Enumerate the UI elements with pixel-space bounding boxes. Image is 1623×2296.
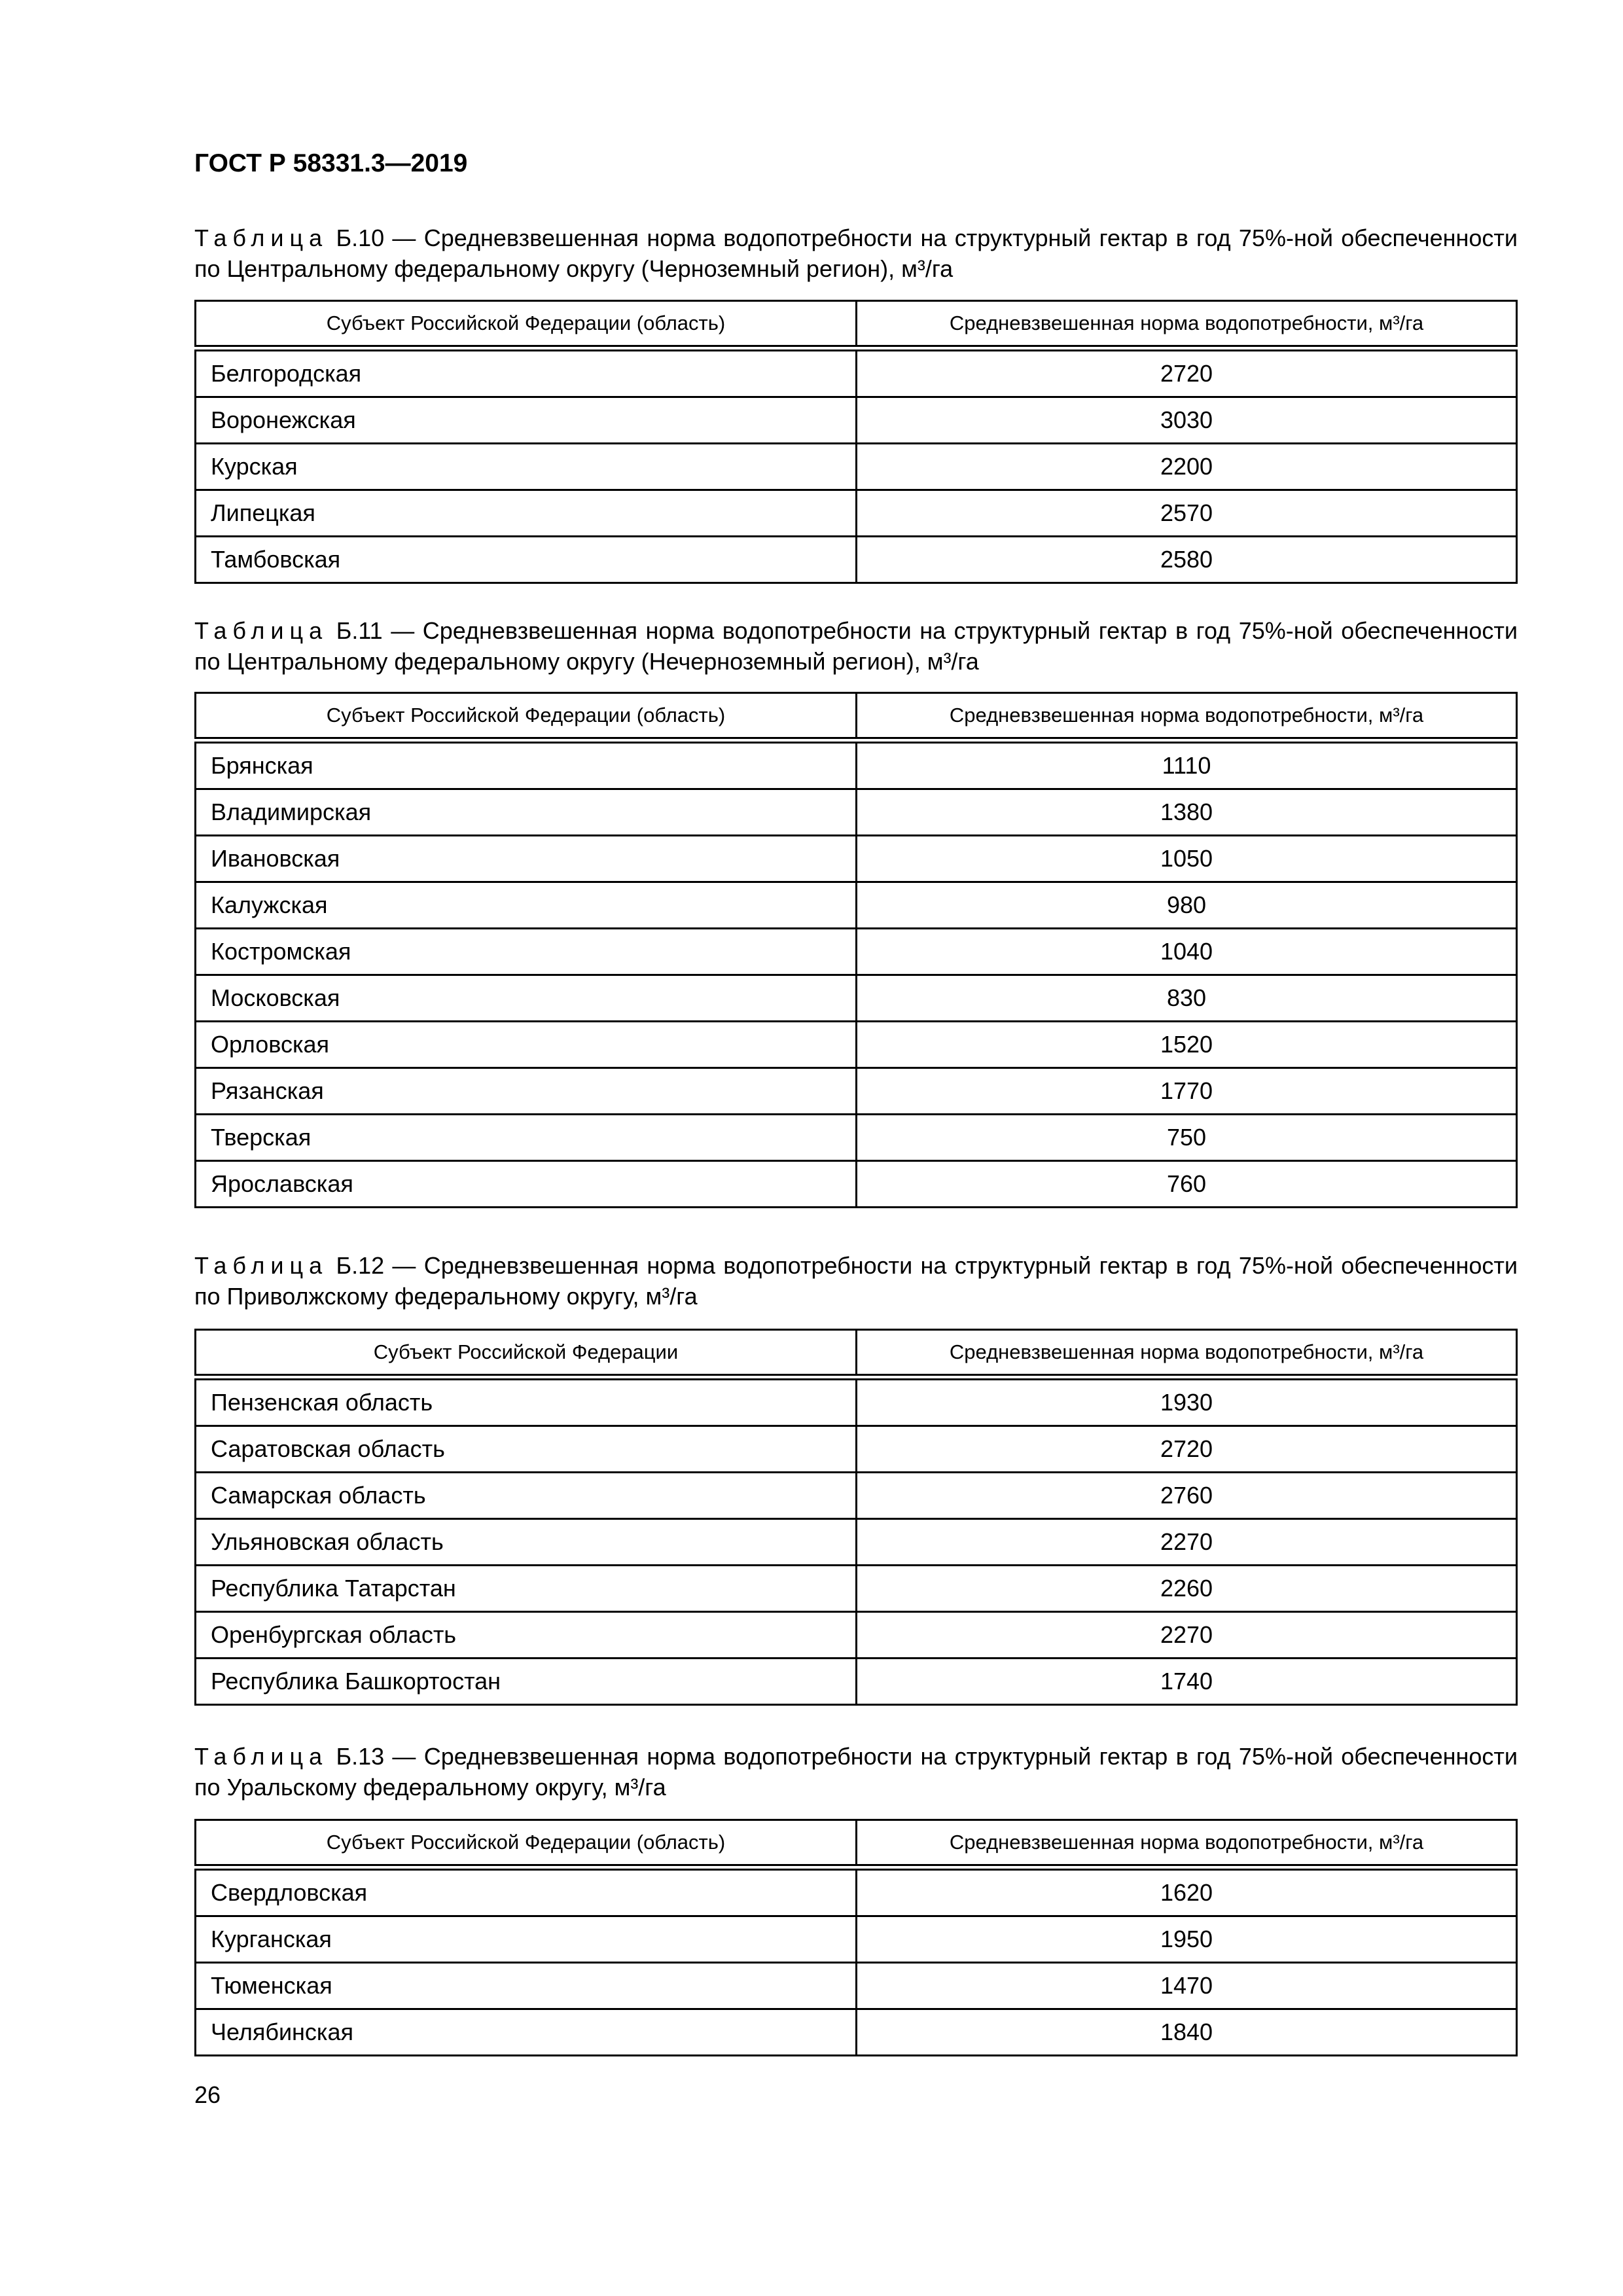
page-number: 26 <box>194 2081 221 2108</box>
subject-cell: Ярославская <box>196 1161 857 1208</box>
norm-value-cell: 2720 <box>857 1426 1517 1473</box>
table-row <box>196 1115 1517 1161</box>
norm-value-cell: 2260 <box>857 1566 1517 1612</box>
norm-value-cell: 980 <box>857 882 1517 929</box>
table-row <box>196 444 1517 490</box>
table-caption-text: Б.10 — Средневзвешенная норма водопотребности на структурный гектар в год 75%-ной обеспеченности по Центральному федеральному округу (Черноземный регион), м³/га <box>194 224 1518 282</box>
subject-cell: Воронежская <box>196 397 857 444</box>
subject-cell: Липецкая <box>196 490 857 537</box>
subject-cell: Самарская область <box>196 1473 857 1519</box>
table-caption <box>194 615 1518 677</box>
norm-value-cell: 1620 <box>857 1867 1517 1916</box>
norm-value-cell: 1110 <box>857 740 1517 789</box>
subject-cell: Свердловская <box>196 1867 857 1916</box>
norm-value-cell: 2580 <box>857 537 1517 583</box>
table-row <box>196 1659 1517 1705</box>
subject-cell: Саратовская область <box>196 1426 857 1473</box>
norm-value-cell: 2200 <box>857 444 1517 490</box>
norm-value-cell: 1380 <box>857 789 1517 836</box>
table-label: Таблица <box>194 1252 329 1279</box>
table-row <box>196 740 1517 789</box>
data-table <box>194 300 1518 584</box>
subject-cell: Пензенская область <box>196 1377 857 1426</box>
table-row <box>196 1377 1517 1426</box>
table-row <box>196 1473 1517 1519</box>
norm-value-cell: 1950 <box>857 1916 1517 1963</box>
data-table <box>194 1329 1518 1706</box>
table-label: Таблица <box>194 1743 329 1770</box>
table-row <box>196 537 1517 583</box>
table-row <box>196 1022 1517 1068</box>
table-row <box>196 1161 1517 1208</box>
norm-value-cell: 2760 <box>857 1473 1517 1519</box>
norm-value-cell: 1040 <box>857 929 1517 975</box>
norm-value-cell: 1520 <box>857 1022 1517 1068</box>
table-row <box>196 397 1517 444</box>
subject-cell: Рязанская <box>196 1068 857 1115</box>
table-row <box>196 882 1517 929</box>
table-caption <box>194 223 1518 284</box>
data-table <box>194 692 1518 1208</box>
table-row <box>196 836 1517 882</box>
table-label: Таблица <box>194 224 329 251</box>
column-header-norm: Средневзвешенная норма водопотребности, м³/га <box>857 693 1517 741</box>
table-caption <box>194 1741 1518 1803</box>
subject-cell: Ульяновская область <box>196 1519 857 1566</box>
norm-value-cell: 1740 <box>857 1659 1517 1705</box>
subject-cell: Тюменская <box>196 1963 857 2009</box>
column-header-norm: Средневзвешенная норма водопотребности, м³/га <box>857 301 1517 349</box>
norm-value-cell: 1770 <box>857 1068 1517 1115</box>
norm-value-cell: 2570 <box>857 490 1517 537</box>
table-row <box>196 2009 1517 2056</box>
norm-value-cell: 2270 <box>857 1612 1517 1659</box>
table-row <box>196 1426 1517 1473</box>
table-header-row <box>196 693 1517 741</box>
subject-cell: Ивановская <box>196 836 857 882</box>
table-row <box>196 1867 1517 1916</box>
subject-cell: Челябинская <box>196 2009 857 2056</box>
column-header-subject: Субъект Российской Федерации (область) <box>196 301 857 349</box>
table-row <box>196 1963 1517 2009</box>
subject-cell: Оренбургская область <box>196 1612 857 1659</box>
table-header-row <box>196 301 1517 349</box>
subject-cell: Московская <box>196 975 857 1022</box>
norm-value-cell: 760 <box>857 1161 1517 1208</box>
column-header-subject: Субъект Российской Федерации (область) <box>196 693 857 741</box>
subject-cell: Калужская <box>196 882 857 929</box>
table-caption-text: Б.12 — Средневзвешенная норма водопотребности на структурный гектар в год 75%-ной обеспеченности по Приволжскому федеральному округу, м³/га <box>194 1252 1518 1310</box>
norm-value-cell: 830 <box>857 975 1517 1022</box>
table-header-row <box>196 1330 1517 1378</box>
document-title: ГОСТ Р 58331.3—2019 <box>194 149 468 177</box>
column-header-norm: Средневзвешенная норма водопотребности, м³/га <box>857 1330 1517 1378</box>
table-caption-text: Б.13 — Средневзвешенная норма водопотребности на структурный гектар в год 75%-ной обеспеченности по Уральскому федеральному округу, м³/га <box>194 1743 1518 1801</box>
table-row <box>196 1612 1517 1659</box>
norm-value-cell: 1930 <box>857 1377 1517 1426</box>
norm-value-cell: 2270 <box>857 1519 1517 1566</box>
table-row <box>196 1519 1517 1566</box>
subject-cell: Курганская <box>196 1916 857 1963</box>
table-row <box>196 789 1517 836</box>
table-caption-text: Б.11 — Средневзвешенная норма водопотребности на структурный гектар в год 75%-ной обеспеченности по Центральному федеральному округу (Нечерноземный регион), м³/га <box>194 617 1518 675</box>
subject-cell: Орловская <box>196 1022 857 1068</box>
column-header-norm: Средневзвешенная норма водопотребности, м³/га <box>857 1820 1517 1868</box>
data-table <box>194 1819 1518 2056</box>
table-row <box>196 1916 1517 1963</box>
subject-cell: Владимирская <box>196 789 857 836</box>
subject-cell: Курская <box>196 444 857 490</box>
subject-cell: Костромская <box>196 929 857 975</box>
table-row <box>196 975 1517 1022</box>
table-caption <box>194 1250 1518 1312</box>
subject-cell: Брянская <box>196 740 857 789</box>
norm-value-cell: 3030 <box>857 397 1517 444</box>
table-row <box>196 929 1517 975</box>
norm-value-cell: 750 <box>857 1115 1517 1161</box>
table-header-row <box>196 1820 1517 1868</box>
subject-cell: Республика Татарстан <box>196 1566 857 1612</box>
table-row <box>196 348 1517 397</box>
table-row <box>196 1068 1517 1115</box>
norm-value-cell: 1470 <box>857 1963 1517 2009</box>
subject-cell: Белгородская <box>196 348 857 397</box>
table-row <box>196 490 1517 537</box>
subject-cell: Тамбовская <box>196 537 857 583</box>
table-label: Таблица <box>194 617 329 644</box>
norm-value-cell: 1840 <box>857 2009 1517 2056</box>
column-header-subject: Субъект Российской Федерации <box>196 1330 857 1378</box>
subject-cell: Республика Башкортостан <box>196 1659 857 1705</box>
table-row <box>196 1566 1517 1612</box>
norm-value-cell: 1050 <box>857 836 1517 882</box>
column-header-subject: Субъект Российской Федерации (область) <box>196 1820 857 1868</box>
norm-value-cell: 2720 <box>857 348 1517 397</box>
subject-cell: Тверская <box>196 1115 857 1161</box>
